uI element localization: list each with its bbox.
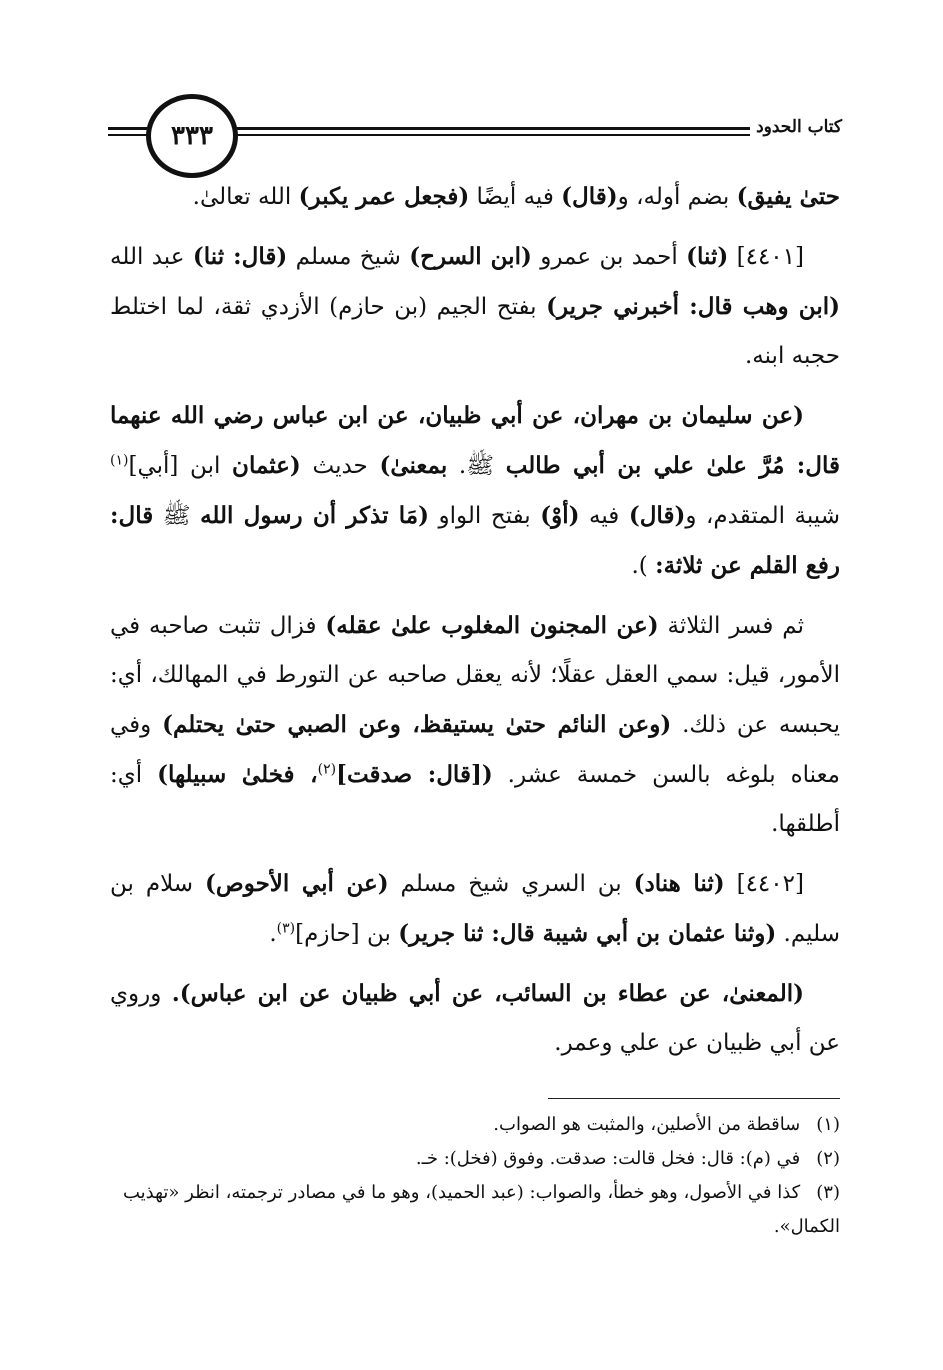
paragraph — [110, 601, 840, 849]
text: ابن [أبي] — [128, 453, 233, 479]
text: بفتح الواو — [428, 503, 541, 529]
text: بن [حازم] — [295, 921, 399, 947]
text: شيبة المتقدم، و — [685, 503, 841, 529]
footnotes — [110, 1108, 840, 1244]
footnote — [110, 1176, 840, 1244]
book-title: كتاب الحدود — [750, 118, 848, 136]
footnote-text: ساقطة من الأصلين، والمثبت هو الصواب. — [493, 1114, 801, 1135]
text: ثم فسر الثلاثة — [658, 613, 805, 639]
hadith-number: [٤٤٠٢] — [724, 871, 804, 897]
footnote — [110, 1142, 840, 1176]
text: أحمد بن عمرو — [531, 244, 687, 270]
text: عبد الله — [110, 244, 193, 270]
paragraph — [110, 232, 840, 381]
bold-text: (عن سليمان بن مهران، عن أبي ظبيان، عن ابن عباس رضي الله عنهما قال: مُرَّ علىٰ علي بن أبي طالب — [110, 402, 840, 479]
text: بن السري شيخ مسلم — [388, 871, 634, 897]
paragraph — [110, 859, 840, 959]
bold-text: (قال) — [628, 502, 686, 529]
bold-text: (عن المجنون المغلوب علىٰ عقله) — [325, 612, 659, 639]
footnote-text: كذا في الأصول، وهو خطأ، والصواب: (عبد الحميد)، وهو ما في مصادر ترجمته، انظر «تهذيب الكمال». — [122, 1182, 840, 1237]
footnote-number: (٣) — [816, 1182, 840, 1203]
footnote-ref: (٢) — [317, 761, 337, 778]
text: فيه — [579, 503, 629, 529]
hadith-number: [٤٤٠١] — [728, 244, 804, 270]
text: الله تعالىٰ. — [192, 184, 299, 210]
text: فيه أيضًا — [469, 184, 562, 210]
bold-text: بمعنىٰ) — [379, 452, 448, 479]
bold-text: (ثنا) — [686, 243, 729, 270]
text: وروي عن أبي ظبيان عن علي وعمر. — [110, 981, 840, 1056]
honorific-glyph: ﷺ. — [447, 453, 506, 479]
bold-text: (وثنا عثمان بن أبي شيبة قال: ثنا جرير) — [398, 920, 777, 947]
paragraph — [110, 391, 840, 591]
text: وفي معناه بلوغه بالسن خمسة عشر. — [110, 712, 841, 788]
text: حديث — [300, 453, 380, 479]
footnote — [110, 1108, 840, 1142]
page-number: ٣٣٣ — [171, 121, 213, 151]
bold-text: (عثمان — [232, 452, 301, 479]
text: سلام بن سليم. — [110, 871, 840, 947]
bold-text: حتىٰ يفيق) — [736, 183, 840, 210]
footnote-text: في (م): قال: فخل قالت: صدقت. وفوق (فخل): خـ. — [415, 1148, 801, 1169]
text: . — [269, 921, 277, 947]
text: بضم أوله، و — [617, 184, 737, 210]
footnote-ref: (١) — [110, 452, 129, 469]
honorific-glyph: ﷺ — [153, 503, 201, 529]
bold-text: (ابن وهب قال: أخبرني جرير) — [546, 293, 840, 320]
bold-text: (ثنا هناد) — [633, 870, 725, 897]
text: بفتح الجيم (بن حازم) الأزدي ثقة، لما اختلط حجبه ابنه. — [110, 294, 840, 369]
footnote-separator — [548, 1098, 840, 1099]
text: ). — [631, 553, 656, 579]
bold-text: (وعن النائم حتىٰ يستيقظ، وعن الصبي حتىٰ يحتلم) — [162, 711, 672, 738]
bold-text: ([قال: صدقت] — [336, 761, 493, 788]
bold-text: ، فخلىٰ سبيلها) — [157, 761, 318, 788]
paragraph — [110, 969, 840, 1068]
footnote-number: (٢) — [816, 1148, 840, 1169]
bold-text: (عن أبي الأحوص) — [205, 870, 389, 897]
text: شيخ مسلم — [287, 244, 410, 270]
bold-text: قال: رفع القلم عن ثلاثة: — [110, 502, 840, 579]
bold-text: (مَا تذكر أن رسول الله — [200, 502, 429, 529]
text: فزال تثبت صاحبه في الأمور، قيل: سمي العقل عقلًا؛ لأنه يعقل صاحبه عن التورط في المهالك، أي: يحبسه عن ذلك. — [110, 613, 840, 738]
text: أي: أطلقها. — [110, 762, 840, 837]
bold-text: (قال) — [561, 183, 618, 210]
bold-text: (فجعل عمر يكبر) — [298, 183, 470, 210]
main-text — [110, 172, 840, 1078]
footnote-ref: (٣) — [276, 920, 296, 937]
paragraph — [110, 172, 840, 222]
bold-text: (المعنىٰ، عن عطاء بن السائب، عن أبي ظبيان عن ابن عباس). — [171, 980, 804, 1007]
page-number-badge — [146, 94, 238, 178]
footnote-number: (١) — [816, 1114, 840, 1135]
bold-text: (أوْ) — [540, 502, 580, 529]
bold-text: (ابن السرح) — [409, 243, 532, 270]
bold-text: (قال: ثنا) — [192, 243, 288, 270]
